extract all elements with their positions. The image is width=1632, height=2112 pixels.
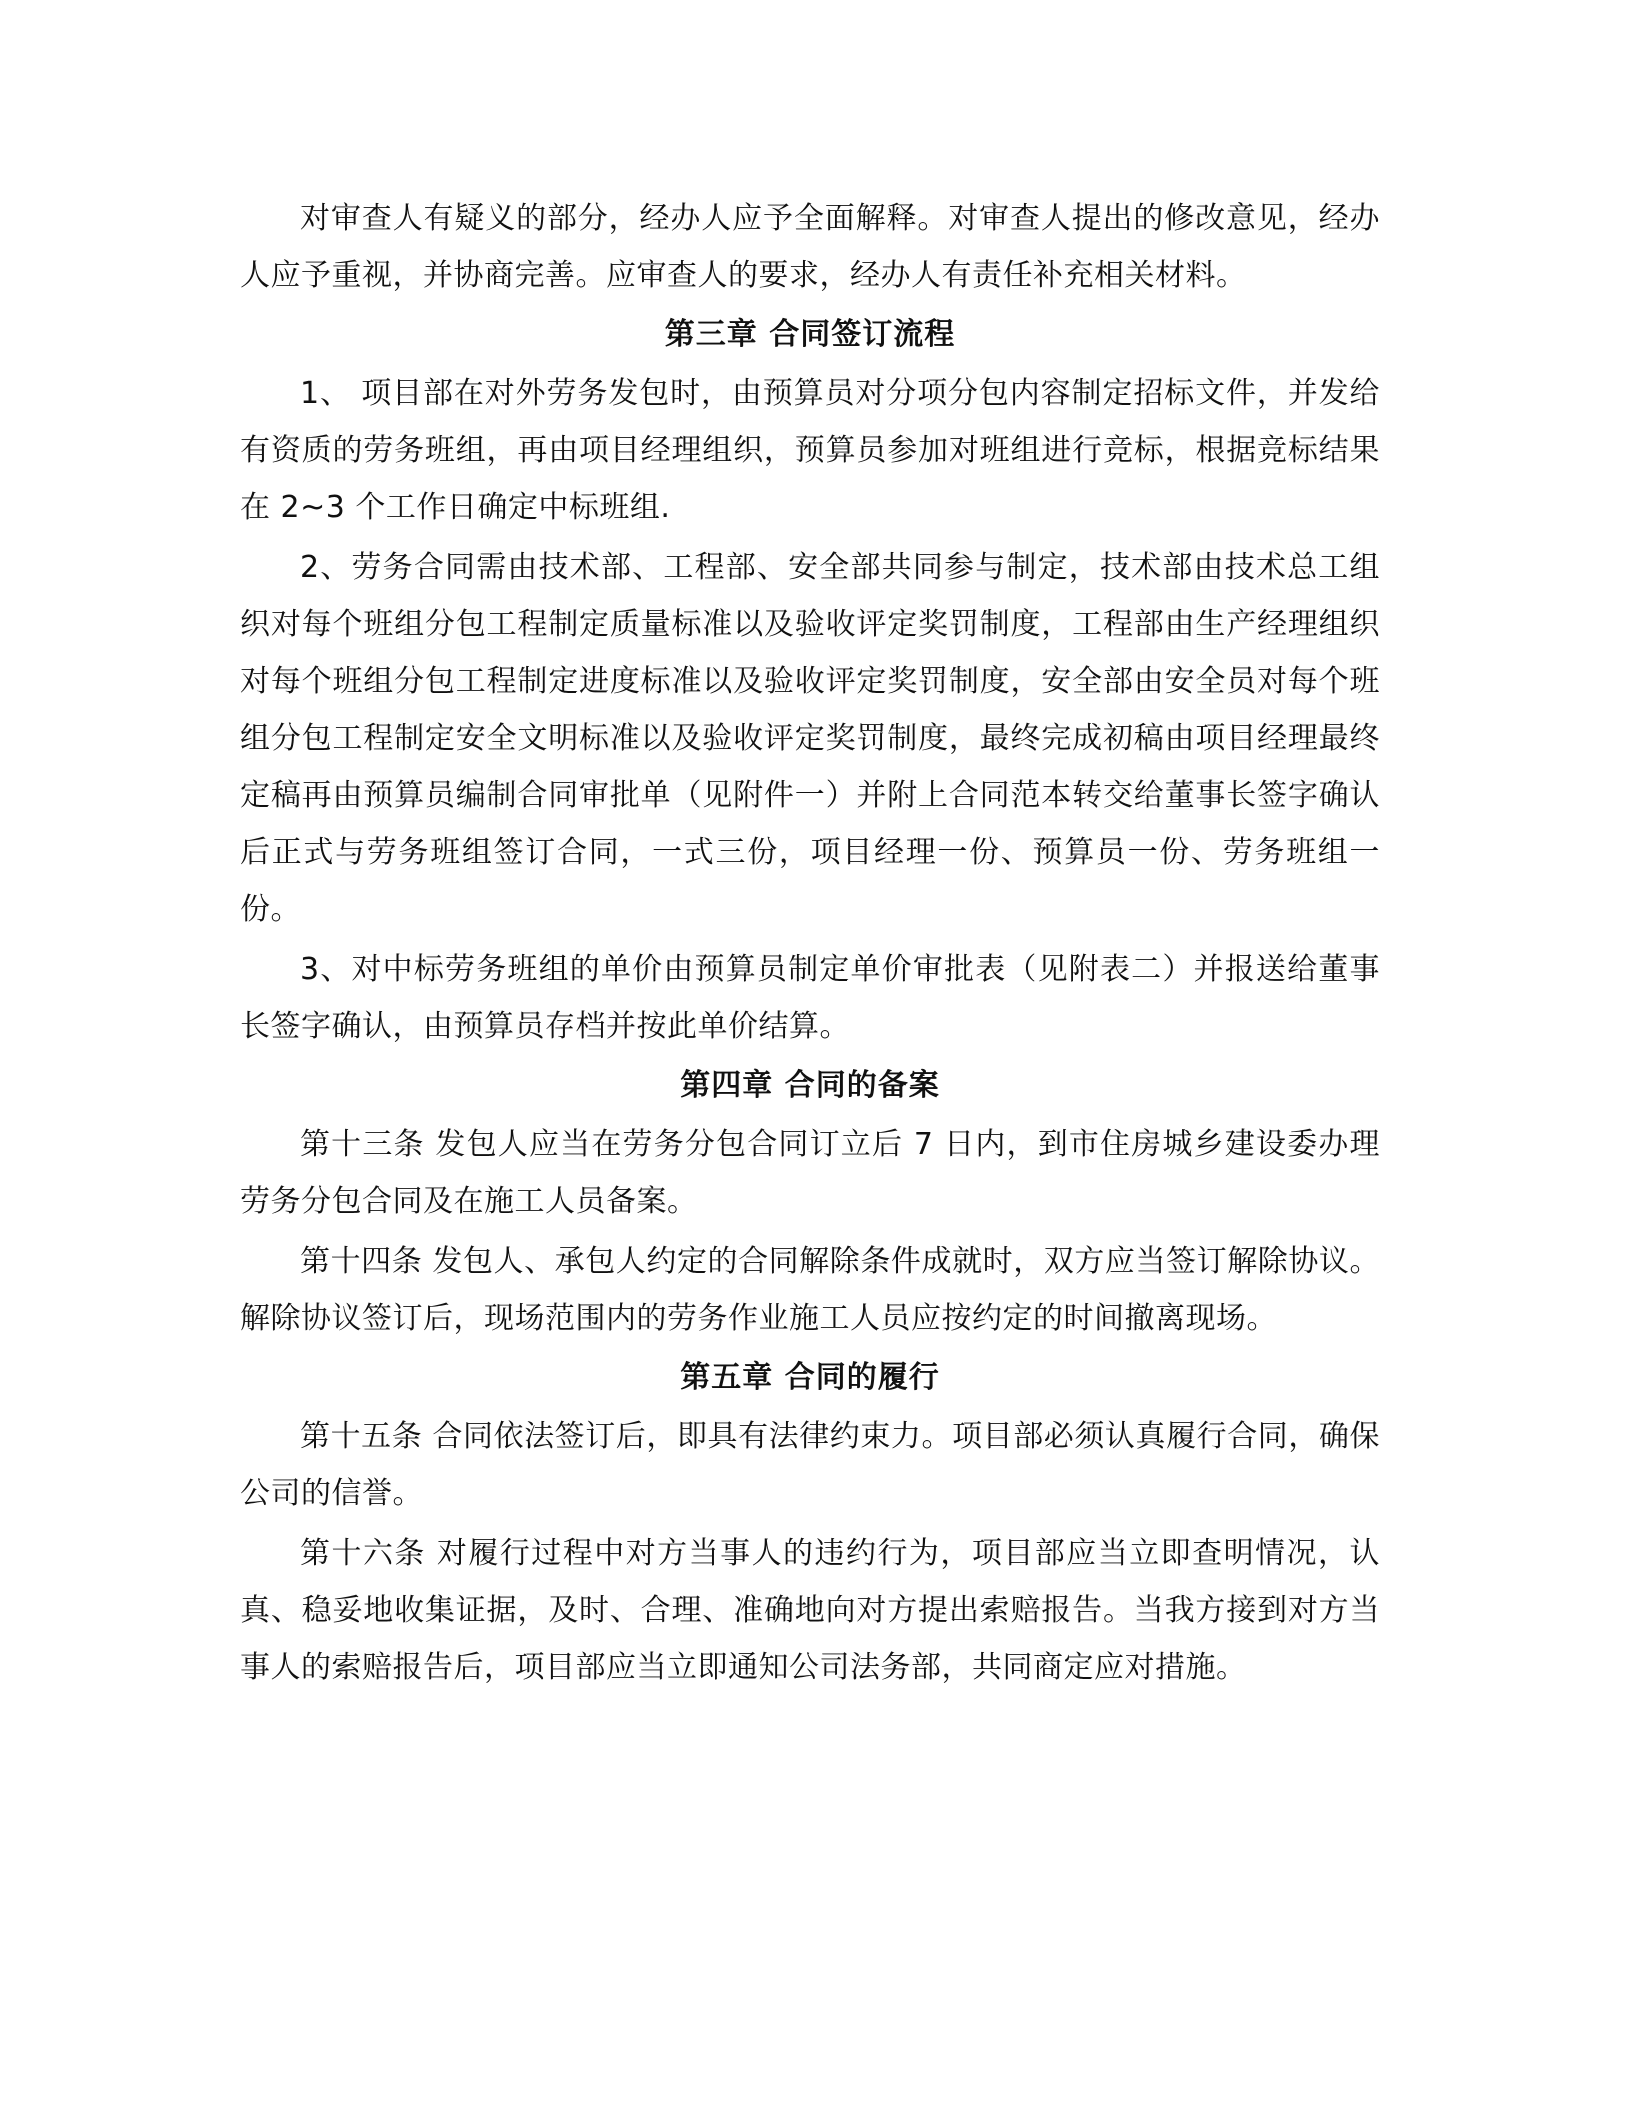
chapter-5-heading: 第五章 合同的履行: [680, 1360, 940, 1395]
article-13: 第十三条 发包人应当在劳务分包合同订立后 7 日内，到市住房城乡建设委办理劳务分包合同及在施工人员备案。: [240, 1127, 1380, 1219]
chapter-3-heading: 第三章 合同签订流程: [664, 317, 956, 352]
paragraph-review-explanation: 对审查人有疑义的部分，经办人应予全面解释。对审查人提出的修改意见，经办人应予重视，并协商完善。应审查人的要求，经办人有责任补充相关材料。: [240, 201, 1380, 293]
article-14: 第十四条 发包人、承包人约定的合同解除条件成就时，双方应当签订解除协议。解除协议签订后，现场范围内的劳务作业施工人员应按约定的时间撤离现场。: [240, 1244, 1380, 1336]
article-15: 第十五条 合同依法签订后，即具有法律约束力。项目部必须认真履行合同，确保公司的信誉。: [240, 1419, 1380, 1511]
chapter-4-heading: 第四章 合同的备案: [680, 1068, 940, 1103]
document-body: [240, 190, 1380, 1696]
article-16: 第十六条 对履行过程中对方当事人的违约行为，项目部应当立即查明情况，认真、稳妥地收集证据，及时、合理、准确地向对方提出索赔报告。当我方接到对方当事人的索赔报告后，项目部应当立即通知公司法务部，共同商定应对措施。: [240, 1536, 1380, 1685]
paragraph-3-2-labor-contract: 2、劳务合同需由技术部、工程部、安全部共同参与制定，技术部由技术总工组织对每个班组分包工程制定质量标准以及验收评定奖罚制度，工程部由生产经理组织对每个班组分包工程制定进度标准以及验收评定奖罚制度，安全部由安全员对每个班组分包工程制定安全文明标准以及验收评定奖罚制度，最终完成初稿由项目经理最终定稿再由预算员编制合同审批单（见附件一）并附上合同范本转交给董事长签字确认后正式与劳务班组签订合同，一式三份，项目经理一份、预算员一份、劳务班组一份。: [240, 550, 1380, 927]
paragraph-3-3-unit-price: 3、对中标劳务班组的单价由预算员制定单价审批表（见附表二）并报送给董事长签字确认，由预算员存档并按此单价结算。: [240, 952, 1380, 1044]
paragraph-3-1-bidding: 1、 项目部在对外劳务发包时，由预算员对分项分包内容制定招标文件，并发给有资质的劳务班组，再由项目经理组织，预算员参加对班组进行竞标，根据竞标结果在 2~3 个工作日确定中标班组.: [240, 376, 1380, 525]
